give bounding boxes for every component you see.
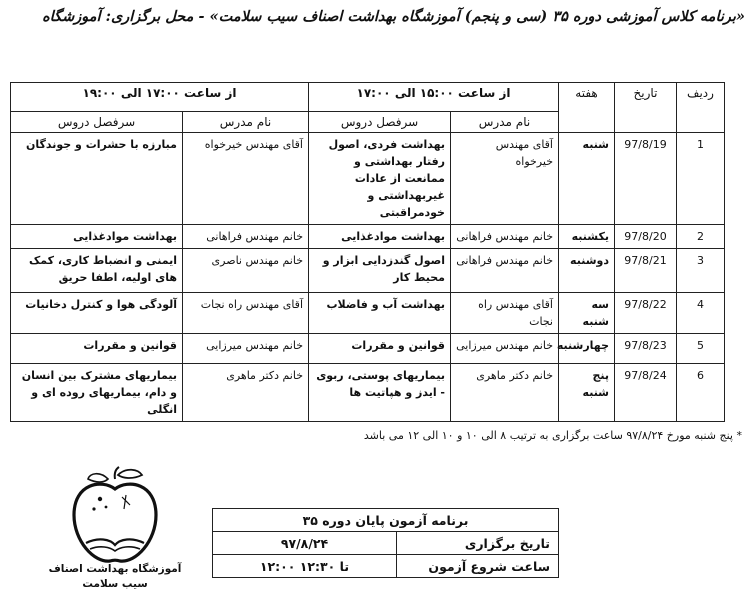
- logo-caption-line2: سیب سلامت: [82, 578, 148, 590]
- row-topic-2: قوانین و مقررات: [11, 334, 183, 364]
- logo-caption: [40, 562, 190, 592]
- row-date: 97/8/19: [615, 133, 677, 225]
- row-day: چهارشنبه: [559, 334, 615, 364]
- row-topic-2: بهداشت موادغذایی: [11, 225, 183, 249]
- row-number: 5: [677, 334, 725, 364]
- row-date: 97/8/23: [615, 334, 677, 364]
- schedule-table: [10, 82, 725, 422]
- logo-caption-line1: آموزشگاه بهداشت اصناف: [48, 563, 182, 575]
- row-number: 2: [677, 225, 725, 249]
- row-teacher-1: خانم مهندس فراهانی: [451, 249, 559, 293]
- row-number: 3: [677, 249, 725, 293]
- table-row: [11, 249, 725, 293]
- exam-title: برنامه آزمون پایان دوره ۳۵: [213, 509, 559, 532]
- row-teacher-1: آقای مهندس راه نجات: [451, 293, 559, 334]
- row-date: 97/8/22: [615, 293, 677, 334]
- table-row: [11, 334, 725, 364]
- row-teacher-2: خانم مهندس ناصری: [183, 249, 309, 293]
- exam-table: [212, 508, 559, 578]
- row-day: شنبه: [559, 133, 615, 225]
- exam-date-label: تاریخ برگزاری: [397, 532, 559, 555]
- row-teacher-2: آقای مهندس راه نجات: [183, 293, 309, 334]
- header-date: تاریخ: [615, 83, 677, 133]
- row-teacher-1: خانم مهندس فراهانی: [451, 225, 559, 249]
- table-row: [11, 133, 725, 225]
- row-teacher-1: خانم مهندس میرزایی: [451, 334, 559, 364]
- row-topic-1: بیماریهای پوستی، ربوی - ایدز و هپاتیت ها: [309, 364, 451, 422]
- exam-time-value: ۱۲:۰۰ تا ۱۲:۳۰: [213, 555, 397, 578]
- row-topic-2: مبارزه با حشرات و جوندگان: [11, 133, 183, 225]
- row-topic-2: بیماریهای مشترک بین انسان و دام، بیماریهای روده ای و انگلی: [11, 364, 183, 422]
- row-date: 97/8/20: [615, 225, 677, 249]
- exam-date-value: ۹۷/۸/۲۴: [213, 532, 397, 555]
- header-teacher-2: نام مدرس: [183, 112, 309, 133]
- exam-time-row: [213, 555, 559, 578]
- header-teacher-1: نام مدرس: [451, 112, 559, 133]
- header-radif: ردیف: [677, 83, 725, 133]
- row-teacher-1: آقای مهندس خیرخواه: [451, 133, 559, 225]
- table-row: [11, 364, 725, 422]
- header-session-2: از ساعت ۱۷:۰۰ الی ۱۹:۰۰: [11, 83, 309, 112]
- footnote: * پنج شنبه مورخ ۹۷/۸/۲۴ ساعت برگزاری به ترتیب ۸ الی ۱۰ و ۱۰ الی ۱۲ می باشد: [363, 429, 742, 442]
- row-topic-1: بهداشت موادغذایی: [309, 225, 451, 249]
- row-teacher-2: آقای مهندس خیرخواه: [183, 133, 309, 225]
- row-number: 1: [677, 133, 725, 225]
- row-teacher-2: خانم دکتر ماهری: [183, 364, 309, 422]
- table-row: [11, 225, 725, 249]
- exam-date-row: [213, 532, 559, 555]
- row-teacher-2: خانم مهندس میرزایی: [183, 334, 309, 364]
- row-teacher-1: خانم دکتر ماهری: [451, 364, 559, 422]
- row-day: یکشنبه: [559, 225, 615, 249]
- row-number: 6: [677, 364, 725, 422]
- row-number: 4: [677, 293, 725, 334]
- row-day: سه شنبه: [559, 293, 615, 334]
- exam-title-row: [213, 509, 559, 532]
- header-topic-2: سرفصل دروس: [11, 112, 183, 133]
- row-topic-1: بهداشت آب و فاضلاب: [309, 293, 451, 334]
- row-day: دوشنبه: [559, 249, 615, 293]
- row-topic-1: بهداشت فردی، اصول رفتار بهداشتی و ممانعت از عادات غیربهداشتی و خودمراقبتی: [309, 133, 451, 225]
- row-day: پنج شنبه: [559, 364, 615, 422]
- header-week: هفته: [559, 83, 615, 133]
- row-teacher-2: خانم مهندس فراهانی: [183, 225, 309, 249]
- row-topic-1: اصول گندزدایی ابزار و محیط کار: [309, 249, 451, 293]
- header-topic-1: سرفصل دروس: [309, 112, 451, 133]
- row-topic-2: آلودگی هوا و کنترل دخانیات: [11, 293, 183, 334]
- row-date: 97/8/21: [615, 249, 677, 293]
- page-title: «برنامه کلاس آموزشی دوره ۳۵ (سی و پنجم) آموزشگاه بهداشت اصناف سیب سلامت» - محل برگزاری: آموزشگاه: [42, 8, 745, 25]
- row-topic-1: قوانین و مقررات: [309, 334, 451, 364]
- row-topic-2: ایمنی و انضباط کاری، کمک های اولیه، اطفا حریق: [11, 249, 183, 293]
- header-session-1: از ساعت ۱۵:۰۰ الی ۱۷:۰۰: [309, 83, 559, 112]
- exam-time-label: ساعت شروع آزمون: [397, 555, 559, 578]
- table-row: [11, 293, 725, 334]
- header-row-top: [11, 83, 725, 112]
- row-date: 97/8/24: [615, 364, 677, 422]
